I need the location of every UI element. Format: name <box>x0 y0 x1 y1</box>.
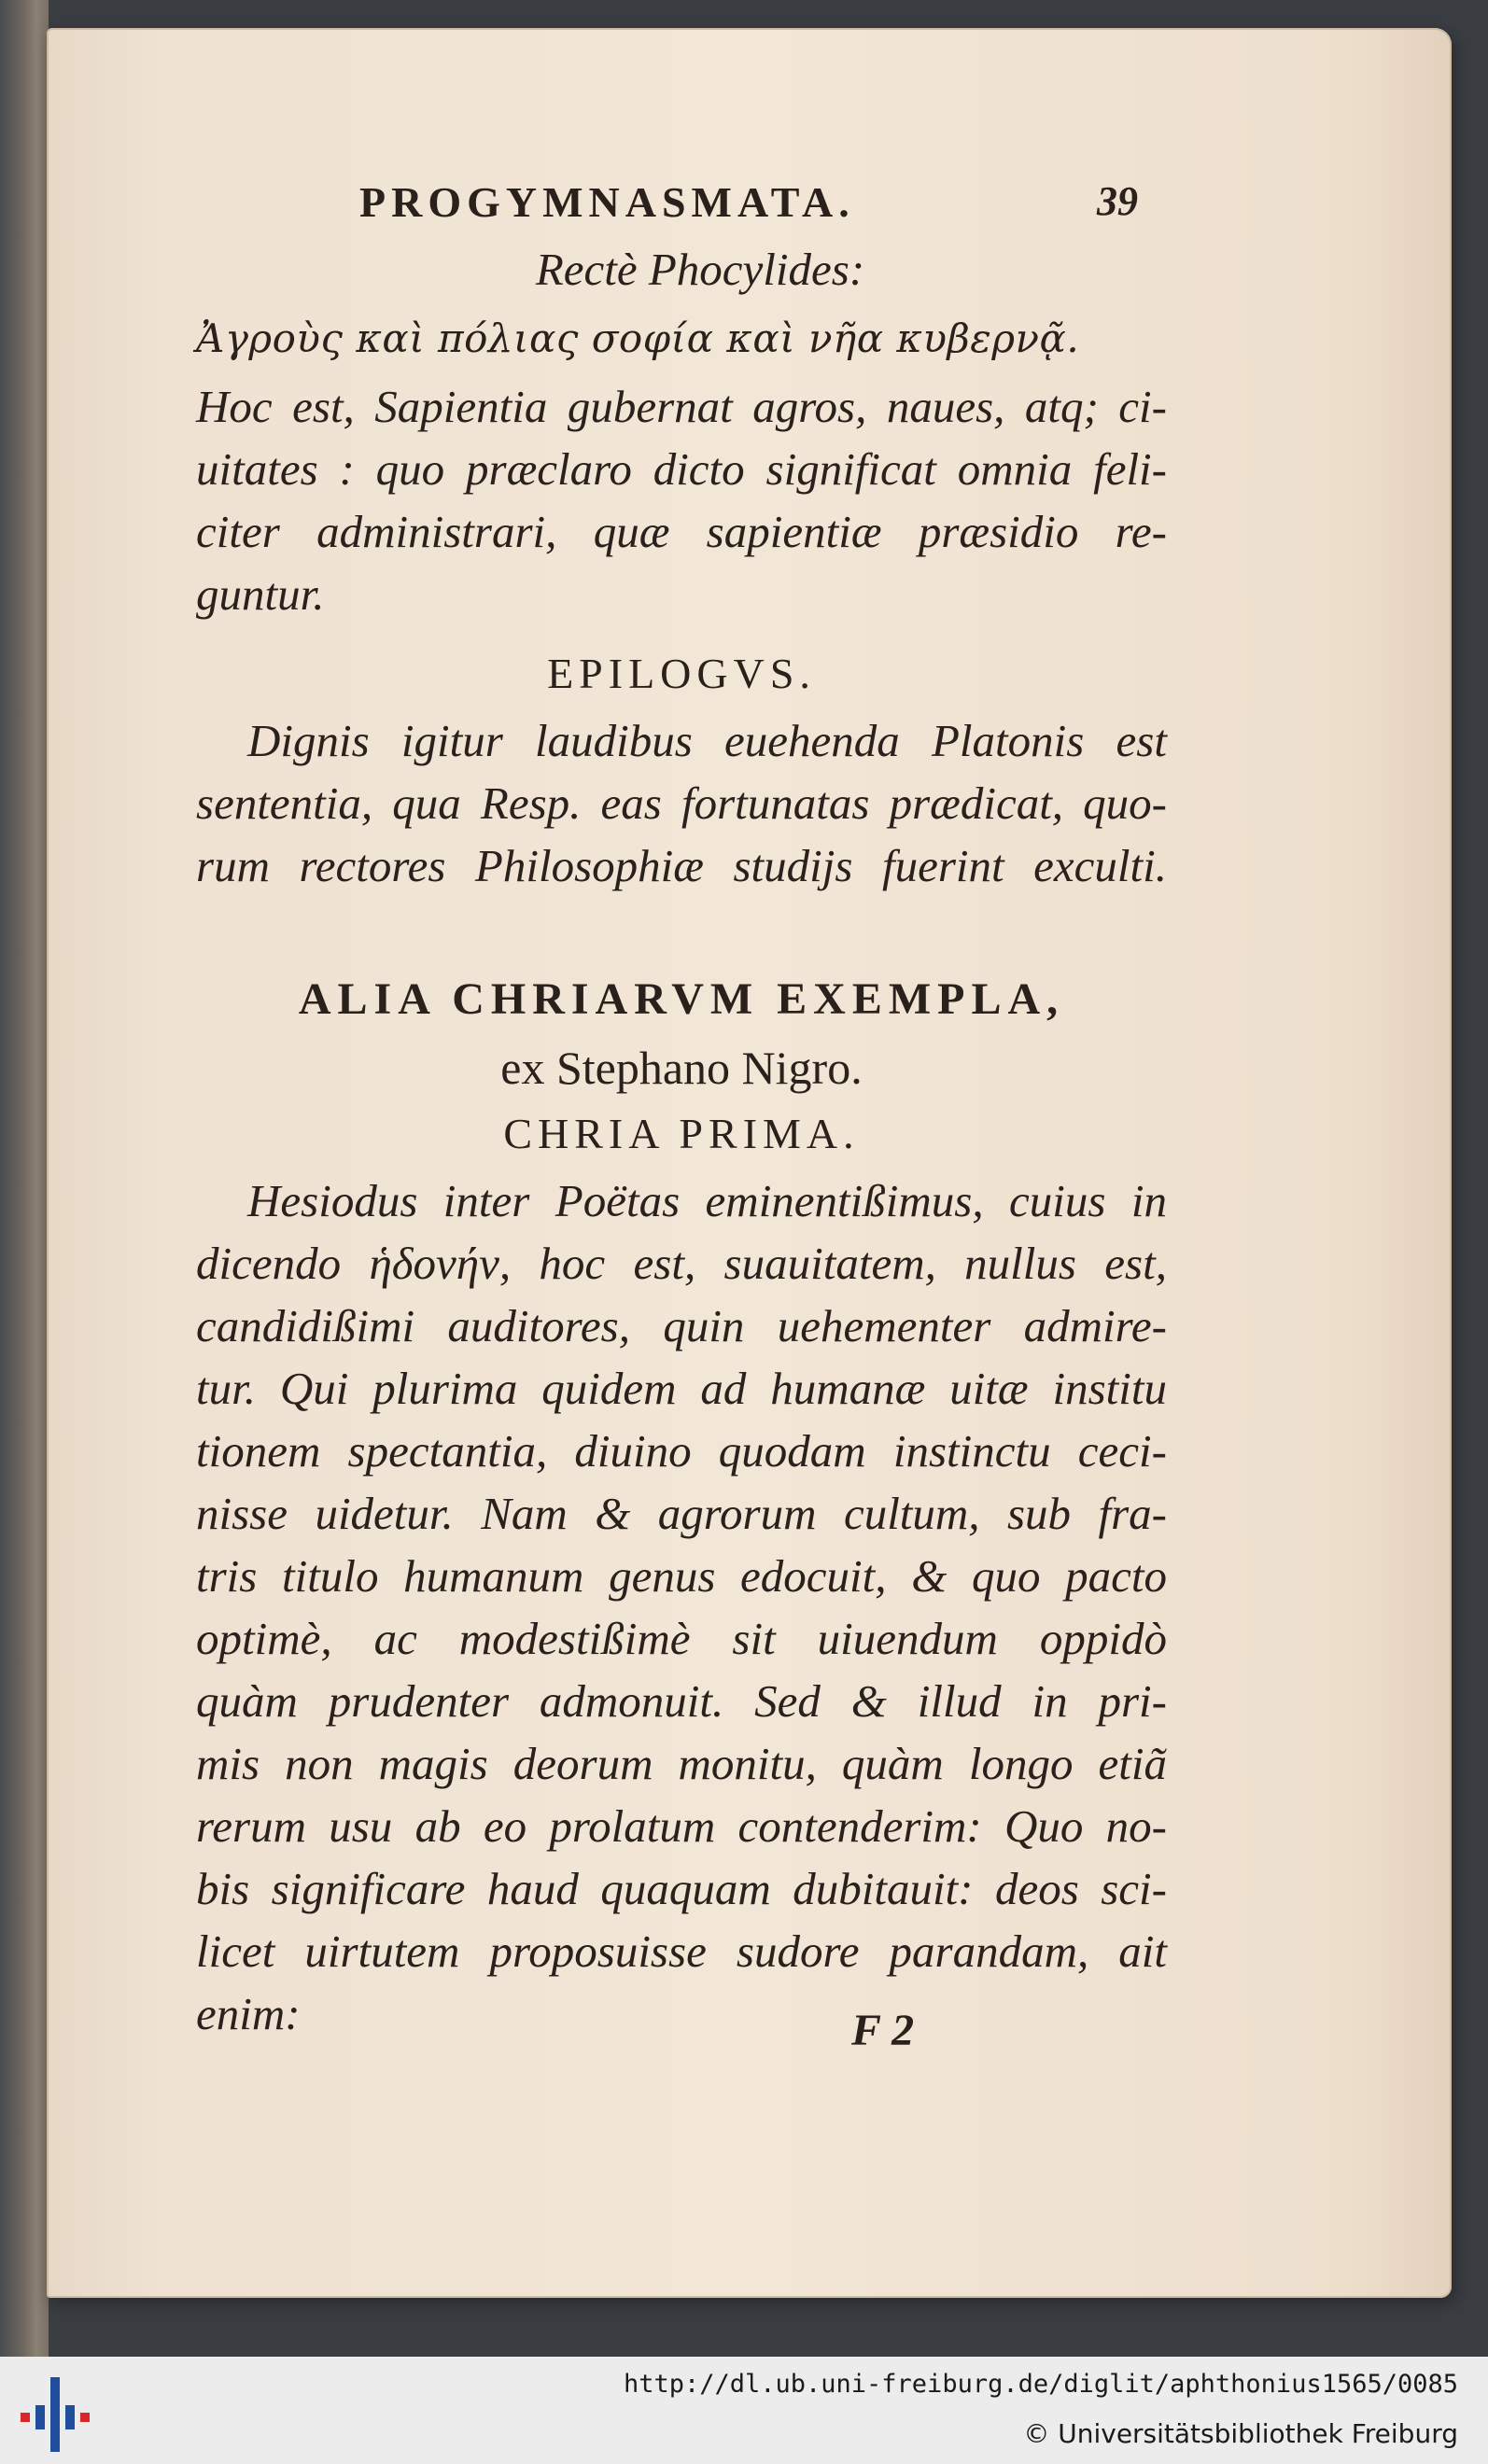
running-head-title: PROGYMNASMATA. <box>359 178 855 226</box>
logo-bar <box>65 2405 75 2429</box>
text-line: quàm prudenter admonuit. Sed & illud in pri- <box>196 1675 1167 1727</box>
signature-mark: F 2 <box>851 2006 915 2055</box>
library-logo-icon <box>21 2377 95 2452</box>
viewer-footer <box>0 2357 1488 2464</box>
running-head <box>196 168 1167 233</box>
phocylides-heading: Rectè Phocylides: <box>535 244 865 295</box>
page-text-block <box>196 168 1167 2045</box>
logo-bar <box>35 2405 45 2429</box>
text-line: Hoc est, Sapientia gubernat agros, naues, atq; ci- <box>196 381 1167 432</box>
text-line: Hesiodus inter Poëtas eminentißimus, cuius in <box>247 1175 1167 1226</box>
copyright-text: © Universitätsbibliothek Freiburg <box>1023 2418 1458 2449</box>
chria-heading: CHRIA PRIMA. <box>503 1110 860 1157</box>
text-line: optimè, ac modestißimè sit uiuendum oppidò <box>196 1613 1167 1664</box>
text-line: licet uirtutem proposuisse sudore parandam, ait <box>196 1925 1167 1977</box>
book-spine <box>0 0 49 2357</box>
text-line: rerum usu ab eo prolatum contenderim: Quo no- <box>196 1800 1167 1852</box>
text-line: Dignis igitur laudibus euehenda Platonis est <box>247 715 1167 766</box>
text-line: nisse uidetur. Nam & agrorum cultum, sub fra- <box>196 1488 1167 1539</box>
text-line: enim: <box>196 1988 301 2039</box>
greek-quote: Ἀγροὺς καὶ πόλιας σοφία καὶ νῆα κυβερνᾷ. <box>196 315 1080 361</box>
text-line: mis non magis deorum monitu, quàm longo etiã <box>196 1738 1167 1789</box>
book-page <box>47 28 1452 2298</box>
text-line: tionem spectantia, diuino quodam instinctu ceci- <box>196 1425 1167 1477</box>
text-line: uitates : quo præclaro dicto significat omnia feli- <box>196 443 1167 495</box>
text-line: tur. Qui plurima quidem ad humanæ uitæ institu <box>196 1363 1167 1414</box>
page-number: 39 <box>1097 178 1138 224</box>
epilogus-heading: EPILOGVS. <box>547 650 816 697</box>
logo-bar <box>21 2413 30 2422</box>
text-line: citer administrari, quæ sapientiæ præsidio re- <box>196 506 1167 557</box>
text-line: candidißimi auditores, quin uehementer admire- <box>196 1300 1167 1351</box>
logo-bar <box>80 2413 90 2422</box>
section-subheading: ex Stephano Nigro. <box>500 1042 863 1094</box>
text-line: bis significare haud quaquam dubitauit: deos sci- <box>196 1863 1167 1914</box>
logo-bar <box>50 2377 60 2452</box>
text-line: rum rectores Philosophiæ studijs fuerint exculti. <box>196 840 1167 891</box>
text-line: dicendo ἡδονήν, hoc est, suauitatem, nullus est, <box>196 1238 1167 1289</box>
section-heading: ALIA CHRIARVM EXEMPLA, <box>298 974 1065 1024</box>
permalink-url[interactable]: http://dl.ub.uni-freiburg.de/diglit/aphthonius1565/0085 <box>623 2370 1458 2399</box>
text-line: guntur. <box>196 568 325 620</box>
text-line: tris titulo humanum genus edocuit, & quo pacto <box>196 1550 1167 1602</box>
text-line: sententia, qua Resp. eas fortunatas prædicat, quo- <box>196 777 1167 829</box>
